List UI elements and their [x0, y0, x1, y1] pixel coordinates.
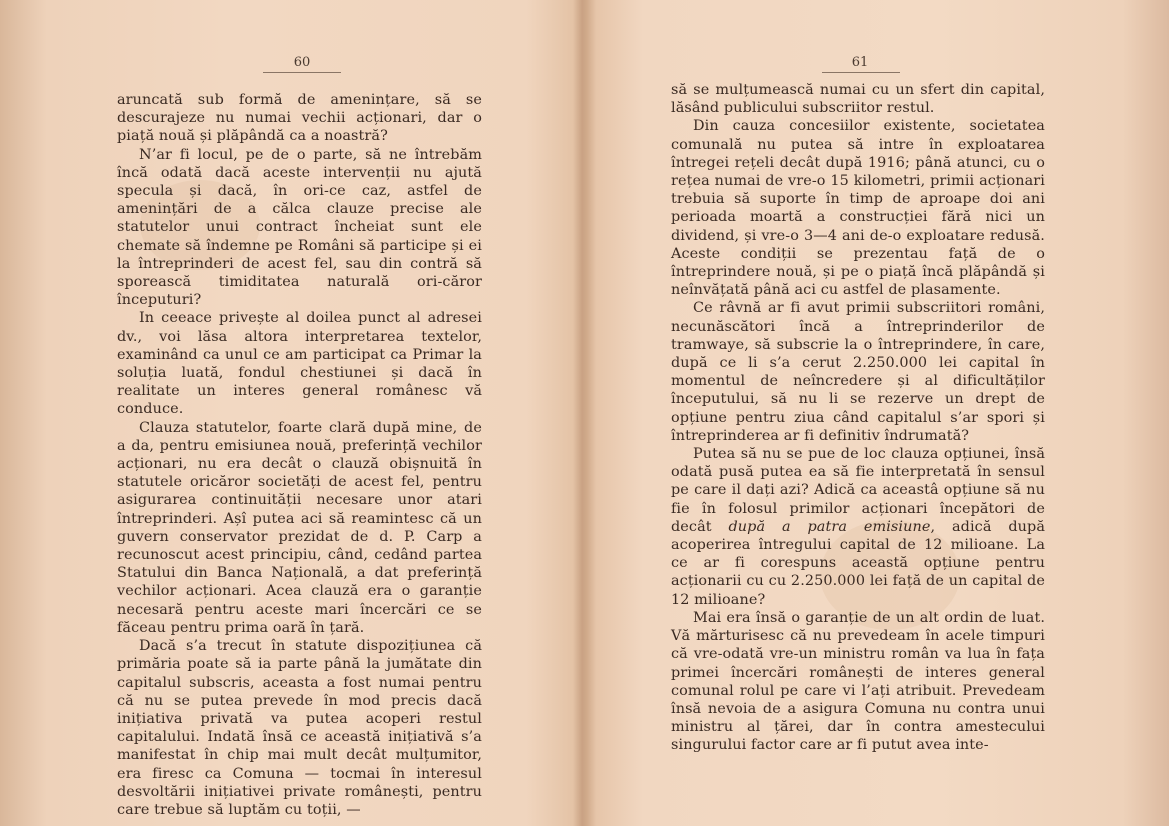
paragraph: Ce râvnă ar fi avut primii subscriitori români, necunăscători încă a întreprinderilor de tramwaye, să subscrie la o întreprindere, în care, după ce li s’a cerut 2.250.000 lei capital în momentul de neîncredere și al dificultăților începutului, să nu li se rezerve un drept de opțiune pentru ziua când capitalul s’ar spori și întreprinderea ar fi definitiv îndrumată? [671, 300, 1045, 444]
italic-phrase: după a patra emisiune [728, 518, 931, 535]
paragraph: Din cauza concesiilor existente, societatea comunală nu putea să intre în exploatarea întregei rețeli decât după 1916; până atunci, cu o rețea numai de vre-o 15 kilometri, primii acționari trebuia să suporte în timp de aproape doi ani perioada moartă a construcției fără nici un dividend, și vre-o 3—4 ani de-o exploatare redusă. Aceste condiții se prezentau față de o întreprindere nouă, și pe o piață încă plăpândă și neînvățată până aci cu astfel de plasamente. [671, 118, 1045, 299]
paragraph-text: , adică după acoperirea întregului capital de 12 milioane. La ce ar fi corespuns această opțiune pentru acționarii cu cu 2.250.000 lei față de un capital de 12 milioane? [671, 518, 1046, 608]
right-page [588, 0, 1169, 826]
page-body [671, 81, 1045, 755]
paragraph: Clauza statutelor, foarte clară după mine, de a da, pentru emisiunea nouă, preferință vechilor acționari, nu era decât o clauză obișnuită în statutele oricăror societăți de acest fel, pentru asigurarea continuității necesare unor atari întreprinderi. Așî putea aci să reamintesc că un guvern conservator prezidat de d. P. Carp a recunoscut acest principiu, când, cedând partea Statului din Banca Națională, a dat preferință vechilor acționari. Acea clauză era o garanție necesară pentru aceste mari încercări ce se făceau pentru prima oară în țară. [117, 419, 482, 636]
paragraph: să se mulțumească numai cu un sfert din capital, lăsând publicului subscriitor restul. [671, 82, 1045, 117]
paragraph: Mai era însă o garanție de un alt ordin de luat. Vă mărturisesc că nu prevedeam în acele timpuri că vre-odată vre-un ministru român va lua în fața primei încercări românești de interes general comunal rolul pe care vi l’ați atribuit. Prevedeam însă nevoia de a asigura Comuna nu contra unui ministru al țărei, dar în contra amestecului singurului factor care ar fi putut avea inte- [671, 609, 1045, 754]
left-page [0, 0, 580, 826]
paragraph: N’ar fi locul, pe de o parte, să ne întrebăm încă odată dacă aceste intervenții nu ajută specula și dacă, în ori-ce caz, astfel de amenințări de a călca clauze precise ale statutelor unui contract încheiat sunt ele chemate să îndemne pe Români să participe și ei la întreprinderi de acest fel, sau din contră să sporească timiditatea naturală ori-căror începuturi? [117, 146, 482, 309]
paragraph-text: Putea să nu se pue de loc clauza opțiunei, însă odată pusă putea ea să fie interpretată în sensul pe care il dați azi? Adică ca aceastâ opțiune să nu fie în folosul primilor acționari începători de decât [671, 446, 1045, 535]
page-body [117, 91, 482, 819]
paragraph: Dacă s’a trecut în statute dispozițiunea că primăria poate să ia parte până la jumătate din capitalul subscris, aceasta a fost numai pentru că nu se putea prevede în mod precis dacă inițiativa privată va putea acoperi restul capitalului. Indată însă ce această inițiativă s’a manifestat în chip mai mult decât mulțumitor, era firesc ca Comuna — tocmai în interesul desvoltării inițiativei private românești, pentru care trebue să luptăm cu toții, — [117, 638, 482, 818]
paragraph: aruncată sub formă de amenințare, să se descurajeze nu numai vechii acționari, dar o piață nouă și plăpândă ca a noastră? [117, 92, 482, 145]
paragraph [671, 445, 1045, 609]
paragraph: In ceeace privește al doilea punct al adresei dv., voi lăsa altora interpretarea textelor, examinând ca unul ce am participat ca Primar la soluția luată, fondul chestiunei și dacă în realitate un interes general românesc vă conduce. [117, 310, 482, 418]
header-rule [263, 72, 341, 73]
page-number: 60 [293, 55, 311, 70]
page-number: 61 [851, 55, 869, 70]
header-rule [822, 72, 900, 73]
